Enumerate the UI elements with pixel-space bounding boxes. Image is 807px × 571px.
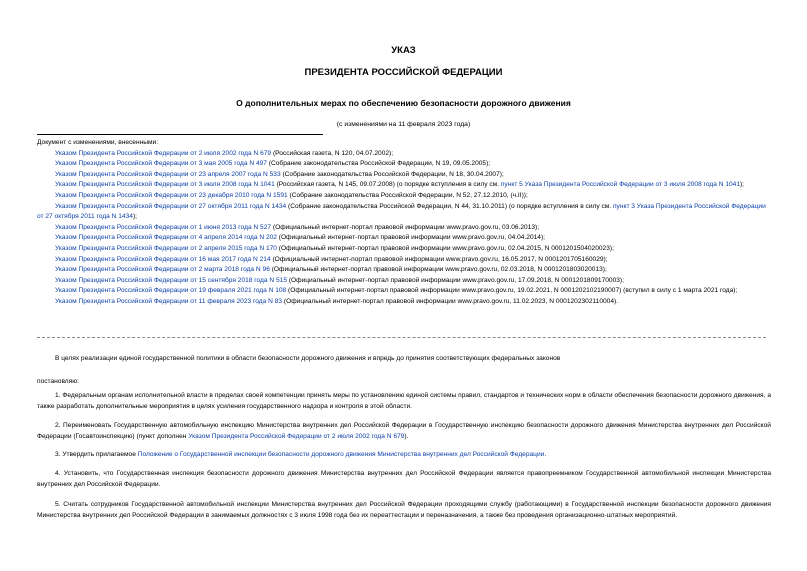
amendments-intro: Документ с изменениями, внесенными: xyxy=(37,139,159,146)
item-2-end: ). xyxy=(404,432,409,440)
amendment-item xyxy=(37,202,771,223)
amendment-link[interactable]: Указом Президента Российской Федерации от 15 сентября 2018 года N 515 xyxy=(55,276,287,284)
amendment-source: (Официальный интернет-портал правовой информации www.pravo.gov.ru, 11.02.2023, N 0001202302110004). xyxy=(282,297,619,305)
amendment-source: (Официальный интернет-портал правовой информации www.pravo.gov.ru, 02.04.2015, N 0001201504020023); xyxy=(276,244,614,252)
amendment-source: (Собрание законодательства Российской Федерации, N 19, 09.05.2005); xyxy=(266,160,491,168)
amendment-source: (Официальный интернет-портал правовой информации www.pravo.gov.ru, 04.04.2014); xyxy=(276,234,545,242)
amendments-list xyxy=(37,138,771,308)
amendment-item xyxy=(37,159,771,170)
amendment-item xyxy=(37,286,771,297)
amendment-source: (Официальный интернет-портал правовой информации www.pravo.gov.ru, 02.03.2018, N 0001201803020013); xyxy=(269,266,607,274)
item-2 xyxy=(37,421,771,442)
amendment-link[interactable]: Указом Президента Российской Федерации от 4 апреля 2014 года N 202 xyxy=(55,234,277,242)
amendment-source: (Официальный интернет-портал правовой информации www.pravo.gov.ru, 19.02.2021, N 0001202102190007) (вступил в силу с 1 марта 2021 года); xyxy=(286,287,738,295)
item-2-link[interactable]: Указом Президента Российской Федерации от 2 июля 2002 года N 679 xyxy=(188,432,405,440)
amendment-source: (Собрание законодательства Российской Федерации, N 44, 31.10.2011) (о порядке вступления в силу см. xyxy=(286,202,613,210)
item-4-text: 4. Установить, что Государственная инспекция безопасности дорожного движения Министерства внутренних дел Российской Федерации является правопреемником Государственной автомобильной инспекции Министерства внутренних дел Российской Федерации. xyxy=(37,470,771,488)
amendment-item xyxy=(37,265,771,276)
preamble xyxy=(37,354,771,365)
amendment-item xyxy=(37,223,771,234)
amendment-link[interactable]: Указом Президента Российской Федерации от 19 февраля 2021 года N 108 xyxy=(55,287,287,295)
amendment-item xyxy=(37,149,771,160)
amendment-item xyxy=(37,170,771,181)
amendment-source: (Собрание законодательства Российской Федерации, N 18, 30.04.2007); xyxy=(280,170,504,178)
amendment-item xyxy=(37,244,771,255)
divider-bottom xyxy=(37,337,766,338)
amendment-source: (Российская газета, N 145, 09.07.2008) (о порядке вступления в силу см. xyxy=(274,181,501,189)
item-3-end: . xyxy=(544,451,547,458)
amendment-source: (Собрание законодательства Российской Федерации, N 52, 27.12.2010, (ч.II)); xyxy=(287,191,528,199)
amendment-source: (Официальный интернет-портал правовой информации www.pravo.gov.ru, 03.06.2013); xyxy=(271,223,540,231)
preamble-text: В целях реализации единой государственной политики в области безопасности дорожного движения и впредь до принятия соответствующих федеральных законов xyxy=(55,355,561,362)
amendment-link[interactable]: Указом Президента Российской Федерации от 3 мая 2005 года N 497 xyxy=(55,160,267,168)
item-3-text xyxy=(37,450,771,461)
item-2-text xyxy=(37,421,771,442)
amendment-source: (Официальный интернет-портал правовой информации www.pravo.gov.ru, 17.09.2018, N 0001201809170003); xyxy=(287,276,624,284)
amendment-item xyxy=(37,180,771,191)
item-3 xyxy=(37,450,771,461)
item-4 xyxy=(37,469,771,490)
amendment-link[interactable]: Указом Президента Российской Федерации от 23 апреля 2007 года N 533 xyxy=(55,170,281,178)
decree-word xyxy=(37,377,771,388)
item-5-text: 5. Считать сотрудников Государственной автомобильной инспекции Министерства внутренних дел Российской Федерации проходящими службу (работающими) в Государственной инспекции безопасности дорожного движения Министерства внутренних дел Российской Федерации в занимаемых должностях с 3 июля 1998 года без их переаттестации и переназначения, а также без проведения организационно-штатных мероприятий. xyxy=(37,501,771,519)
amendment-item xyxy=(37,233,771,244)
doc-revision: (с изменениями на 11 февраля 2023 года) xyxy=(336,121,471,128)
amendment-item xyxy=(37,297,771,308)
amendment-source-end: ); xyxy=(132,213,137,221)
amendment-source: (Официальный интернет-портал правовой информации www.pravo.gov.ru, 16.05.2017, N 0001201705160029); xyxy=(270,255,608,263)
amendment-link[interactable]: Указом Президента Российской Федерации от 23 декабря 2010 года N 1591 xyxy=(55,191,288,199)
item-1-text: 1. Федеральным органам исполнительной власти в пределах своей компетенции принять меры по установлению единой системы правил, стандартов и технических норм в области обеспечения безопасности дорожного движения, а также разработать дополнительные мероприятия в целях усиления государственного надзора и контроля в этой области. xyxy=(37,392,771,410)
amendment-link[interactable]: Указом Президента Российской Федерации от 27 октября 2011 года N 1434 xyxy=(55,202,287,210)
amendment-source: (Российская газета, N 120, 04.07.2002); xyxy=(271,149,394,157)
doc-title-ukaz: УКАЗ xyxy=(391,45,416,56)
item-2-body: 2. Переименовать Государственную автомобильную инспекцию Министерства внутренних дел Российской Федерации в Государственную инспекцию безопасности дорожного движения Министерства внутренних дел Российской Федерации (Госавтоинспекцию) (пункт дополнен xyxy=(37,422,771,440)
amendment-link[interactable]: Указом Президента Российской Федерации от 2 марта 2018 года N 96 xyxy=(55,266,270,274)
amendment-source-end: ); xyxy=(739,181,745,189)
amendment-link[interactable]: Указом Президента Российской Федерации от 11 февраля 2023 года N 83 xyxy=(55,297,283,305)
amendment-item xyxy=(37,276,771,287)
amendment-link[interactable]: Указом Президента Российской Федерации от 1 июня 2013 года N 527 xyxy=(55,223,272,231)
amendment-item xyxy=(37,191,771,202)
decree-word-text: постановляю: xyxy=(37,378,80,385)
amendment-link[interactable]: Указом Президента Российской Федерации от 16 мая 2017 года N 214 xyxy=(55,255,271,263)
amendment-effective-link[interactable]: пункт 3 Указа Президента Российской Федерации от 27 октября 2011 года N 1434 xyxy=(37,202,766,221)
item-3-link[interactable]: Положение о Государственной инспекции безопасности дорожного движения Министерства внутренних дел Российской Федерации xyxy=(137,451,545,458)
doc-title-president: ПРЕЗИДЕНТА РОССИЙСКОЙ ФЕДЕРАЦИИ xyxy=(304,67,503,78)
item-1 xyxy=(37,391,771,412)
doc-subject: О дополнительных мерах по обеспечению безопасности дорожного движения xyxy=(236,98,571,108)
amendment-link[interactable]: Указом Президента Российской Федерации от 3 июля 2008 года N 1041 xyxy=(55,181,275,189)
amendment-item xyxy=(37,255,771,266)
item-5 xyxy=(37,500,771,521)
amendment-link[interactable]: Указом Президента Российской Федерации от 2 июля 2002 года N 679 xyxy=(55,149,272,157)
amendment-link[interactable]: Указом Президента Российской Федерации от 2 апреля 2015 года N 170 xyxy=(55,244,277,252)
item-3-body: 3. Утвердить прилагаемое xyxy=(55,451,138,458)
amendment-effective-link[interactable]: пункт 5 Указа Президента Российской Федерации от 3 июля 2008 года N 1041 xyxy=(500,181,740,189)
divider-top xyxy=(37,134,323,135)
